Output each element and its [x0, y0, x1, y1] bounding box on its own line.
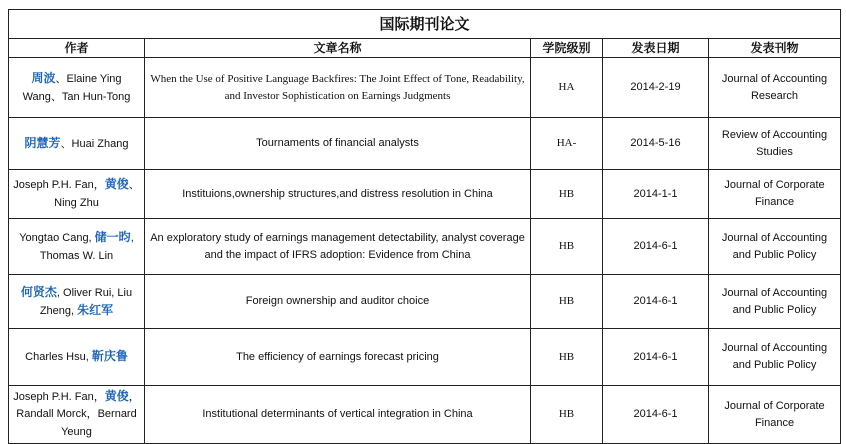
authors-text: , Oliver Rui, Liu Zheng, — [39, 286, 133, 317]
school-level: HB — [531, 329, 603, 386]
publish-date: 2014-2-19 — [603, 58, 709, 118]
paper-title: Instituions,ownership structures,and distress resolution in China — [145, 170, 531, 219]
column-header-level: 学院级别 — [531, 39, 603, 58]
school-level: HB — [531, 386, 603, 444]
journal-name: Review of Accounting Studies — [709, 118, 841, 170]
table-row — [9, 386, 841, 444]
authors-cell — [9, 118, 145, 170]
authors-text: 、Elaine Ying Wang、Tan Hun-Tong — [22, 72, 131, 103]
publish-date: 2014-5-16 — [603, 118, 709, 170]
authors-text: Yongtao Cang, — [19, 231, 95, 244]
highlighted-author: 何贤杰 — [20, 284, 57, 299]
school-level: HA — [531, 58, 603, 118]
header-row — [9, 39, 841, 58]
paper-title: Institutional determinants of vertical integration in China — [145, 386, 531, 444]
publish-date: 2014-1-1 — [603, 170, 709, 219]
school-level: HA- — [531, 118, 603, 170]
authors-text: , Thomas W. Lin — [39, 231, 134, 262]
journal-name: Journal of Accounting and Public Policy — [709, 219, 841, 275]
authors-text: ，Randall Morck，Bernard Yeung — [16, 391, 140, 438]
highlighted-author: 阴慧芳 — [24, 135, 61, 150]
paper-title: The efficiency of earnings forecast pricing — [145, 329, 531, 386]
table-row — [9, 58, 841, 118]
journal-name: Journal of Accounting Research — [709, 58, 841, 118]
column-header-journal: 发表刊物 — [709, 39, 841, 58]
journal-name: Journal of Corporate Finance — [709, 170, 841, 219]
column-header-title: 文章名称 — [145, 39, 531, 58]
school-level: HB — [531, 170, 603, 219]
table-row — [9, 329, 841, 386]
paper-title: An exploratory study of earnings management detectability, analyst coverage and the impact of IFRS adoption: Evidence from China — [145, 219, 531, 275]
highlighted-author: 黄俊 — [104, 177, 129, 191]
authors-cell — [9, 275, 145, 329]
paper-title: Tournaments of financial analysts — [145, 118, 531, 170]
publish-date: 2014-6-1 — [603, 219, 709, 275]
authors-cell — [9, 219, 145, 275]
highlighted-author: 黄俊 — [104, 389, 129, 403]
journal-name: Journal of Accounting and Public Policy — [709, 329, 841, 386]
authors-text: Charles Hsu, — [25, 351, 92, 363]
authors-text: 、Ning Zhu — [54, 179, 140, 209]
highlighted-author: 朱红军 — [77, 302, 114, 317]
highlighted-author: 储一昀 — [94, 229, 131, 244]
publish-date: 2014-6-1 — [603, 275, 709, 329]
authors-cell — [9, 170, 145, 219]
column-header-authors: 作者 — [9, 39, 145, 58]
table-row — [9, 118, 841, 170]
school-level: HB — [531, 219, 603, 275]
journal-name: Journal of Corporate Finance — [709, 386, 841, 444]
column-header-date: 发表日期 — [603, 39, 709, 58]
school-level: HB — [531, 275, 603, 329]
journal-name: Journal of Accounting and Public Policy — [709, 275, 841, 329]
publish-date: 2014-6-1 — [603, 386, 709, 444]
table-row — [9, 170, 841, 219]
authors-cell — [9, 58, 145, 118]
authors-text: 、Huai Zhang — [60, 137, 129, 150]
table-row — [9, 219, 841, 275]
publish-date: 2014-6-1 — [603, 329, 709, 386]
paper-title: When the Use of Positive Language Backfires: The Joint Effect of Tone, Readability, and Investor Sophistication on Earnings Judgments — [145, 58, 531, 118]
table-title: 国际期刊论文 — [9, 10, 841, 39]
highlighted-author: 靳庆鲁 — [91, 349, 128, 363]
highlighted-author: 周波 — [31, 70, 56, 85]
publications-table — [8, 9, 841, 444]
paper-title: Foreign ownership and auditor choice — [145, 275, 531, 329]
authors-text: Joseph P.H. Fan， — [13, 391, 105, 403]
table-row — [9, 275, 841, 329]
authors-cell — [9, 386, 145, 444]
authors-cell — [9, 329, 145, 386]
authors-text: Joseph P.H. Fan， — [13, 179, 105, 191]
